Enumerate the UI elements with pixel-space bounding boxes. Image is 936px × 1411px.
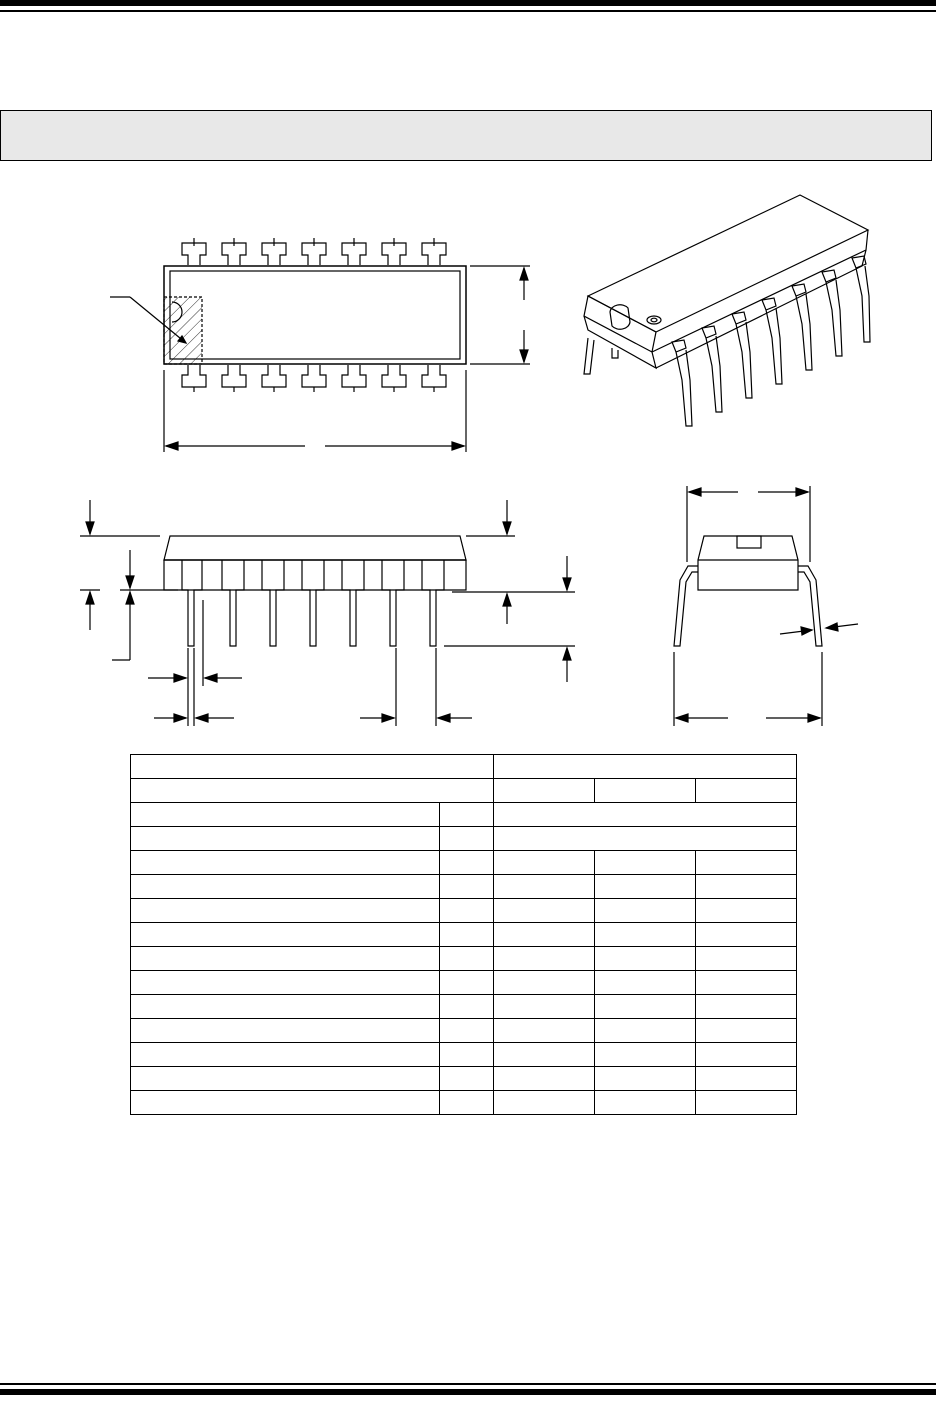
table-cell — [440, 899, 494, 923]
table-row — [131, 827, 797, 851]
table-cell — [696, 875, 797, 899]
table-cell — [440, 995, 494, 1019]
table-row — [131, 851, 797, 875]
table-cell — [494, 899, 595, 923]
isometric-front-pins — [672, 256, 870, 426]
table-cell — [131, 875, 440, 899]
table-cell — [131, 755, 494, 779]
table-cell — [494, 995, 595, 1019]
table-cell — [494, 1019, 595, 1043]
table-cell — [696, 995, 797, 1019]
table-cell — [440, 851, 494, 875]
table-row — [131, 923, 797, 947]
table-cell — [696, 1091, 797, 1115]
table-cell — [131, 851, 440, 875]
table-cell — [494, 1091, 595, 1115]
bottom-rule-thin — [0, 1383, 936, 1385]
table-cell — [440, 923, 494, 947]
table-cell — [494, 779, 595, 803]
table-row — [131, 995, 797, 1019]
table-row — [131, 1043, 797, 1067]
bottom-rule-thick — [0, 1389, 936, 1395]
table-row — [131, 899, 797, 923]
table-cell — [595, 1019, 696, 1043]
table-cell — [595, 947, 696, 971]
table-row — [131, 1019, 797, 1043]
table-cell — [494, 971, 595, 995]
table-cell — [494, 1043, 595, 1067]
table-cell — [440, 1091, 494, 1115]
table-cell — [440, 1043, 494, 1067]
table-cell — [494, 827, 797, 851]
end-view — [674, 486, 858, 726]
table-row — [131, 803, 797, 827]
table-cell — [595, 971, 696, 995]
side-view-pins — [182, 560, 444, 646]
table-cell — [131, 923, 440, 947]
table-cell — [696, 899, 797, 923]
table-cell — [494, 1067, 595, 1091]
table-cell — [494, 875, 595, 899]
isometric-view — [584, 195, 870, 426]
side-view — [80, 500, 575, 726]
table-cell — [440, 827, 494, 851]
table-cell — [595, 851, 696, 875]
table-cell — [131, 1067, 440, 1091]
table-cell — [494, 851, 595, 875]
table-cell — [696, 1043, 797, 1067]
table-row — [131, 1091, 797, 1115]
table-cell — [595, 995, 696, 1019]
table-row — [131, 971, 797, 995]
table-cell — [696, 923, 797, 947]
table-cell — [595, 1067, 696, 1091]
table-cell — [696, 947, 797, 971]
package-title-band — [0, 110, 932, 161]
top-view-upper-pins — [182, 238, 446, 265]
table-cell — [440, 1019, 494, 1043]
table-cell — [494, 755, 797, 779]
table-cell — [131, 1019, 440, 1043]
package-outline-drawing — [0, 180, 936, 740]
table-cell — [696, 971, 797, 995]
table-cell — [131, 899, 440, 923]
table-cell — [440, 947, 494, 971]
top-view — [110, 238, 530, 452]
table-row — [131, 779, 797, 803]
table-cell — [131, 1091, 440, 1115]
table-cell — [440, 875, 494, 899]
table-cell — [595, 875, 696, 899]
table-cell — [440, 971, 494, 995]
table-cell — [131, 779, 494, 803]
table-cell — [131, 803, 440, 827]
top-view-lower-pins — [182, 365, 446, 392]
table-cell — [696, 1019, 797, 1043]
table-cell — [595, 1043, 696, 1067]
table-cell — [494, 947, 595, 971]
table-cell — [595, 899, 696, 923]
table-row — [131, 755, 797, 779]
table-cell — [131, 1043, 440, 1067]
table-cell — [494, 803, 797, 827]
dimension-table — [130, 754, 797, 1115]
table-cell — [131, 827, 440, 851]
table-cell — [494, 923, 595, 947]
table-cell — [595, 1091, 696, 1115]
table-cell — [131, 995, 440, 1019]
table-row — [131, 875, 797, 899]
table-cell — [131, 947, 440, 971]
table-cell — [131, 971, 440, 995]
table-cell — [440, 803, 494, 827]
table-cell — [595, 779, 696, 803]
table-cell — [440, 1067, 494, 1091]
top-rule-thick — [0, 0, 936, 6]
table-cell — [696, 851, 797, 875]
table-row — [131, 1067, 797, 1091]
table-cell — [595, 923, 696, 947]
table-cell — [696, 779, 797, 803]
table-row — [131, 947, 797, 971]
top-rule-thin — [0, 10, 936, 12]
table-cell — [696, 1067, 797, 1091]
